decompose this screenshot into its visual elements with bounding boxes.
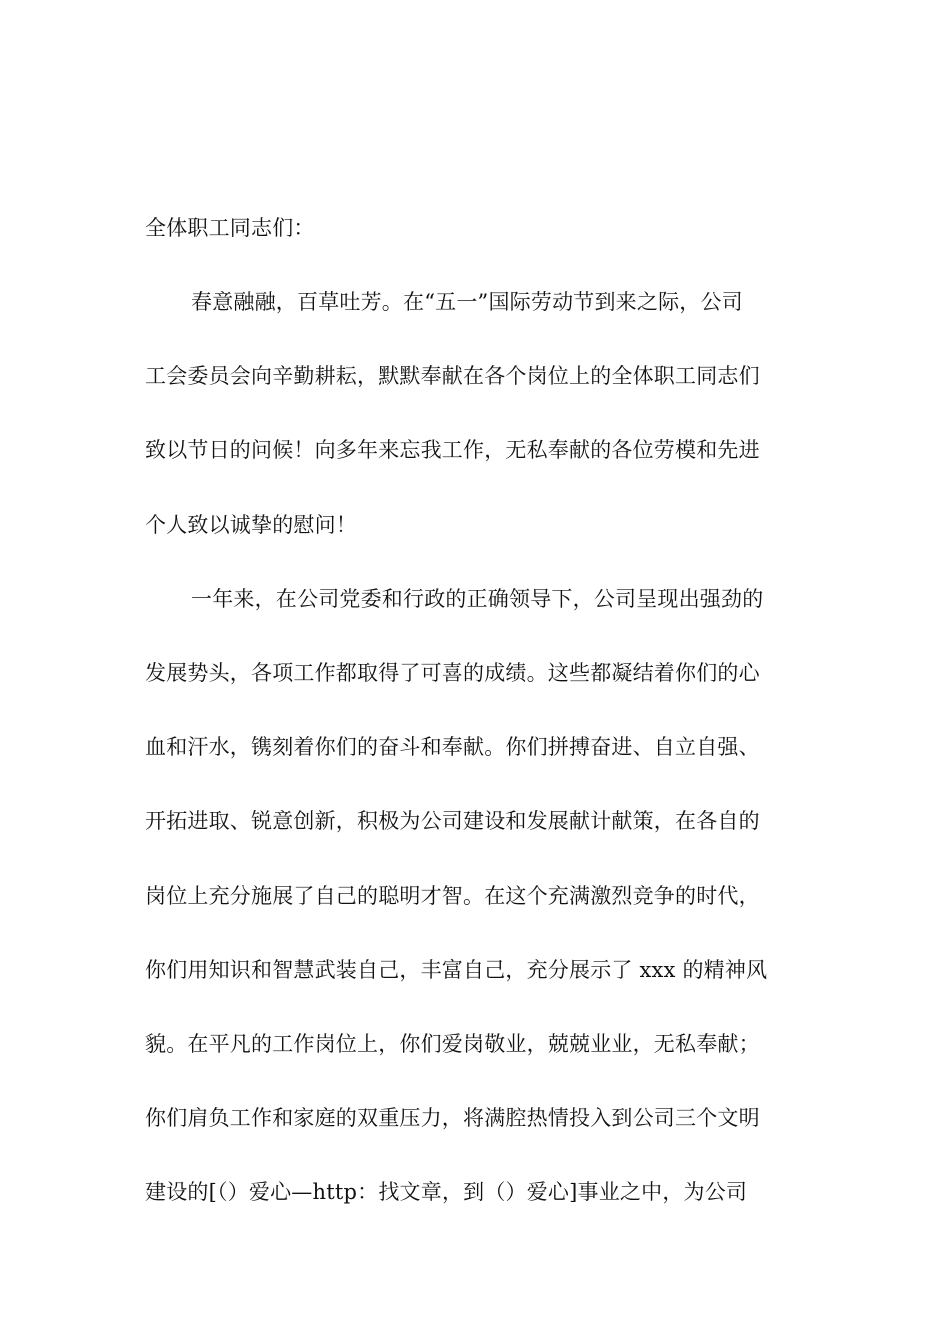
paragraph-line: 貌。在平凡的工作岗位上，你们爱岗敬业，兢兢业业，无私奉献； xyxy=(145,1032,760,1056)
paragraph-line: 你们用知识和智慧武装自己，丰富自己，充分展示了 xxx 的精神风 xyxy=(145,958,768,982)
paragraph-line: 开拓进取、锐意创新，积极为公司建设和发展献计献策，在各自的 xyxy=(145,809,760,833)
salutation: 全体职工同志们： xyxy=(145,216,315,240)
paragraph-line: 致以节日的问候！向多年来忘我工作，无私奉献的各位劳模和先进 xyxy=(145,438,760,462)
paragraph-line: 发展势头，各项工作都取得了可喜的成绩。这些都凝结着你们的心 xyxy=(145,661,760,685)
paragraph-line: 春意融融，百草吐芳。在“五一”国际劳动节到来之际，公司 xyxy=(191,290,743,314)
paragraph-line: 你们肩负工作和家庭的双重压力，将满腔热情投入到公司三个文明 xyxy=(145,1106,760,1130)
paragraph-line: 个人致以诚挚的慰问！ xyxy=(145,513,357,537)
paragraph-line: 血和汗水，镌刻着你们的奋斗和奉献。你们拼搏奋进、自立自强、 xyxy=(145,735,760,759)
paragraph-line: 岗位上充分施展了自己的聪明才智。在这个充满激烈竞争的时代， xyxy=(145,884,760,908)
paragraph-line: 建设的[（）爱心—http：找文章，到（）爱心]事业之中，为公司 xyxy=(145,1180,748,1204)
paragraph-line: 工会委员会向辛勤耕耘，默默奉献在各个岗位上的全体职工同志们 xyxy=(145,364,760,388)
paragraph-line: 一年来，在公司党委和行政的正确领导下，公司呈现出强劲的 xyxy=(191,587,764,611)
